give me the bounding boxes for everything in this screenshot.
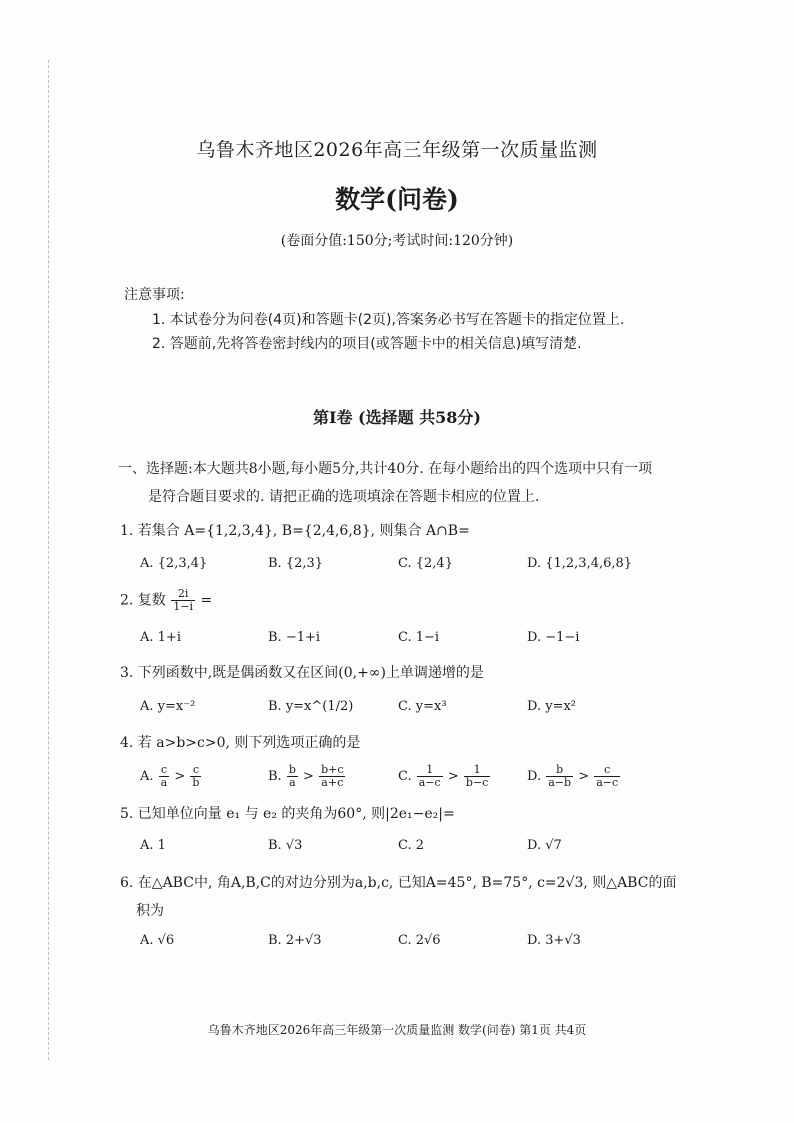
question-2-options: [140, 630, 660, 650]
question-1-stem: 1. 若集合 A={1,2,3,4}, B={2,4,6,8}, 则集合 A∩B=: [120, 523, 470, 539]
option-label: B.: [268, 769, 282, 784]
question-6-options: [140, 933, 660, 953]
option-c: C. 2: [398, 838, 425, 853]
fraction-denominator: a+c: [321, 776, 344, 789]
fraction-numerator: c: [159, 764, 170, 777]
fraction-denominator: 1−i: [173, 600, 193, 613]
question-4-stem: 4. 若 a>b>c>0, 则下列选项正确的是: [120, 735, 361, 751]
section-title: 第Ⅰ卷 (选择题 共58分): [312, 408, 482, 427]
fraction-left: [417, 764, 443, 789]
fraction-numerator: c: [190, 764, 201, 777]
fraction-left: [287, 764, 298, 789]
option-a: A. √6: [140, 933, 175, 948]
page-footer: 乌鲁木齐地区2026年高三年级第一次质量监测 数学(问卷) 第1页 共4页: [207, 1023, 587, 1037]
fraction-left: [546, 764, 573, 789]
comparison-operator: >: [447, 769, 459, 784]
option-c: C. 2√6: [398, 933, 441, 948]
question-2-suffix: =: [200, 592, 213, 609]
question-1-options: [140, 556, 660, 576]
option-a: A. {2,3,4}: [140, 556, 208, 571]
fraction-denominator: a: [160, 776, 168, 789]
comparison-operator: >: [174, 769, 186, 784]
comparison-operator: >: [303, 769, 314, 784]
question-2-prefix: 2. 复数: [120, 592, 166, 609]
option-label: A.: [140, 769, 154, 784]
option-c: C. 1−i: [398, 630, 440, 645]
note-item: 2. 答题前,先将答卷密封线内的项目(或答题卡中的相关信息)填写清楚.: [152, 336, 582, 352]
option-b: B. y=x^(1/2): [268, 699, 354, 714]
fraction-denominator: b: [192, 776, 200, 789]
option-a: [140, 764, 202, 789]
fraction-numerator: 2i: [171, 588, 195, 601]
option-c: [398, 764, 491, 789]
option-b: B. 2+√3: [268, 933, 322, 948]
option-d: [527, 764, 621, 789]
option-d: D. {1,2,3,4,6,8}: [527, 556, 633, 571]
question-3-stem: 3. 下列函数中,既是偶函数又在区间(0,+∞)上单调递增的是: [120, 665, 484, 681]
fraction-numerator: 1: [464, 764, 490, 777]
fraction-right: [594, 764, 620, 789]
comparison-operator: >: [578, 769, 590, 784]
fraction-numerator: 1: [417, 764, 443, 777]
fraction-numerator: b+c: [321, 763, 344, 776]
option-d: D. y=x²: [527, 699, 577, 714]
option-b: B. {2,3}: [268, 556, 324, 571]
exam-info: (卷面分值:150分;考试时间:120分钟): [280, 233, 514, 249]
question-6-stem-cont: 积为: [136, 903, 164, 919]
fraction-numerator: c: [594, 764, 620, 777]
question-5-stem: 5. 已知单位向量 e₁ 与 e₂ 的夹角为60°, 则|2e₁−e₂|=: [120, 806, 455, 822]
fraction-denominator: b−c: [465, 776, 489, 789]
instructions-line: 是符合题目要求的. 请把正确的选项填涂在答题卡相应的位置上.: [148, 489, 540, 505]
exam-title: 乌鲁木齐地区2026年高三年级第一次质量监测: [196, 139, 598, 161]
fraction-denominator: a−c: [596, 776, 619, 789]
option-b: B. −1+i: [268, 630, 321, 645]
fraction-denominator: a−c: [418, 776, 441, 789]
subject-title: 数学(问卷): [335, 185, 459, 214]
fraction-denominator: a−b: [548, 776, 572, 789]
fraction-denominator: a: [289, 776, 296, 789]
option-d: D. −1−i: [527, 630, 580, 645]
fraction-numerator: b: [288, 763, 296, 776]
instructions-line: 一、选择题:本大题共8小题,每小题5分,共计40分. 在每小题给出的四个选项中只有一项: [118, 461, 653, 477]
option-c: C. y=x³: [398, 699, 447, 714]
fraction-right: [190, 764, 201, 789]
option-d: D. √7: [527, 838, 562, 853]
option-a: A. 1+i: [140, 630, 181, 645]
option-b: [268, 764, 346, 789]
question-3-options: [140, 699, 660, 719]
fraction-right: [464, 764, 490, 789]
note-item: 1. 本试卷分为问卷(4页)和答题卡(2页),答案务必书写在答题卡的指定位置上.: [152, 312, 625, 328]
fraction-right: [319, 764, 345, 789]
option-c: C. {2,4}: [398, 556, 453, 571]
option-b: B. √3: [268, 838, 303, 853]
option-label: C.: [398, 769, 412, 784]
question-6-stem: 6. 在△ABC中, 角A,B,C的对边分别为a,b,c, 已知A=45°, B=75°, c=2√3, 则△ABC的面: [120, 875, 677, 891]
notes-heading: 注意事项:: [124, 287, 185, 303]
question-5-options: [140, 838, 660, 858]
fraction-numerator: b: [546, 764, 573, 777]
option-a: A. y=x⁻²: [140, 699, 196, 714]
option-a: A. 1: [140, 838, 166, 853]
complex-fraction: [171, 588, 195, 613]
option-label: D.: [527, 769, 542, 784]
fraction-left: [159, 764, 170, 789]
question-4-options: [140, 764, 660, 794]
question-2-stem: [120, 588, 212, 613]
option-d: D. 3+√3: [527, 933, 581, 948]
